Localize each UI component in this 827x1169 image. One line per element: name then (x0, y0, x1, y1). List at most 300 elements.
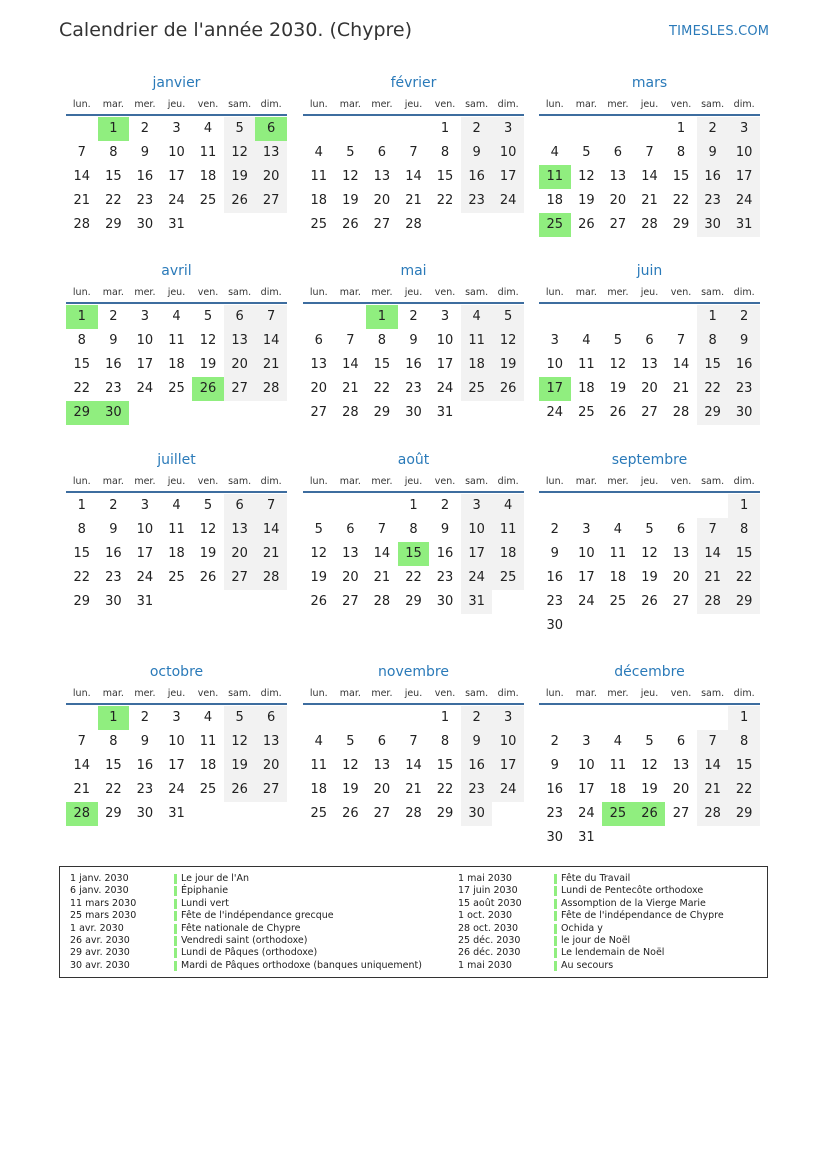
day-cell: 29 (672, 217, 690, 232)
day-cell: 26 (199, 570, 217, 585)
day-cell: 11 (199, 734, 217, 749)
day-cell: 19 (641, 782, 658, 797)
empty-day-cell (335, 117, 367, 141)
day-cell: 12 (224, 141, 256, 165)
empty-day-cell (665, 494, 697, 518)
day-cell: 27 (255, 778, 287, 802)
week-row (539, 305, 760, 329)
holiday-name: Le lendemain de Noël (554, 947, 724, 959)
weekday-label: jeu. (404, 99, 423, 110)
week-row (303, 778, 524, 802)
day-cell: 28 (255, 377, 287, 401)
day-cell: 22 (73, 381, 91, 396)
day-cell: 11 (199, 145, 217, 160)
day-cell: 16 (546, 570, 564, 585)
week-row (66, 189, 287, 213)
day-cell: 7 (697, 730, 729, 754)
day-cell: 31 (578, 830, 595, 845)
weekday-label: jeu. (167, 287, 186, 298)
day-cell: 9 (550, 546, 559, 561)
day-cell: 4 (550, 145, 559, 160)
day-cell: 21 (255, 353, 287, 377)
day-cell: 24 (546, 405, 564, 420)
day-cell: 13 (342, 546, 359, 561)
week-row (539, 706, 760, 730)
day-cell: 18 (578, 381, 595, 396)
weekday-label: dim. (497, 476, 519, 487)
month-name: avril (161, 263, 192, 279)
week-row (303, 165, 524, 189)
empty-day-cell (192, 802, 224, 826)
day-cell: 22 (672, 193, 690, 208)
day-cell: 24 (136, 381, 154, 396)
weekday-label: mer. (371, 688, 393, 699)
day-cell: 5 (346, 145, 355, 160)
empty-day-cell (461, 213, 493, 237)
day-cell: 8 (77, 333, 86, 348)
day-cell: 14 (697, 754, 729, 778)
day-cell: 19 (199, 546, 217, 561)
day-cell: 5 (203, 309, 213, 324)
day-cell: 2 (728, 305, 760, 329)
day-cell: 23 (546, 594, 564, 609)
holiday-day-cell: 28 (66, 802, 98, 826)
holiday-day-cell: 29 (66, 401, 98, 425)
day-cell: 15 (373, 357, 391, 372)
weekday-label: ven. (434, 287, 456, 298)
day-cell: 25 (199, 782, 217, 797)
week-row (66, 329, 287, 353)
day-cell: 13 (255, 730, 287, 754)
empty-day-cell (192, 590, 224, 614)
holiday-date: 11 mars 2030 (70, 897, 137, 909)
day-cell: 17 (136, 546, 154, 561)
day-cell: 16 (697, 165, 729, 189)
week-row (66, 141, 287, 165)
day-cell: 13 (373, 758, 391, 773)
day-cell: 20 (224, 542, 256, 566)
day-cell: 13 (310, 357, 328, 372)
empty-day-cell (255, 401, 287, 425)
day-cell: 16 (461, 165, 493, 189)
holiday-date: 1 mai 2030 (458, 873, 512, 884)
day-cell: 17 (168, 169, 185, 184)
empty-day-cell (665, 706, 697, 730)
site-logo-link[interactable]: TIMESLES.COM (669, 24, 770, 39)
empty-day-cell (398, 117, 430, 141)
day-cell: 16 (436, 546, 454, 561)
day-cell: 18 (168, 357, 185, 372)
day-cell: 11 (168, 333, 185, 348)
day-cell: 8 (728, 730, 760, 754)
weekday-label: mer. (607, 688, 629, 699)
day-cell: 29 (728, 590, 760, 614)
week-row (66, 117, 287, 141)
day-cell: 23 (461, 778, 493, 802)
day-cell: 26 (310, 594, 328, 609)
empty-day-cell (429, 213, 461, 237)
holiday-day-cell: 1 (98, 706, 130, 730)
day-cell: 9 (440, 522, 450, 537)
weekday-label: ven. (197, 688, 219, 699)
weekday-label: mar. (339, 99, 361, 110)
day-cell: 15 (697, 353, 729, 377)
week-row (539, 329, 760, 353)
week-row (539, 754, 760, 778)
day-cell: 22 (105, 782, 122, 797)
empty-day-cell (665, 826, 697, 850)
day-cell: 4 (203, 121, 213, 136)
day-cell: 12 (492, 329, 524, 353)
month-name: mai (400, 263, 427, 279)
weekday-label: mar. (575, 476, 597, 487)
week-row (66, 353, 287, 377)
day-cell: 18 (199, 758, 217, 773)
week-row (303, 518, 524, 542)
month-block (303, 449, 524, 614)
holiday-day-cell: 6 (255, 117, 287, 141)
holiday-day-cell: 15 (398, 542, 430, 566)
day-cell: 4 (492, 494, 524, 518)
week-row (539, 614, 760, 638)
day-cell: 17 (728, 165, 760, 189)
week-row (539, 802, 760, 826)
weekday-label: sam. (701, 287, 725, 298)
day-cell: 2 (550, 734, 559, 749)
day-cell: 29 (405, 594, 422, 609)
holiday-day-cell: 1 (66, 305, 98, 329)
day-cell: 12 (199, 333, 217, 348)
day-cell: 1 (728, 706, 760, 730)
day-cell: 21 (73, 782, 91, 797)
day-cell: 6 (377, 734, 387, 749)
day-cell: 20 (373, 782, 391, 797)
weekday-label: dim. (733, 287, 755, 298)
day-cell: 27 (224, 377, 256, 401)
holiday-date: 28 oct. 2030 (458, 922, 519, 934)
day-cell: 16 (105, 546, 122, 561)
holiday-name: Lundi de Pâques (orthodoxe) (174, 947, 422, 959)
day-cell: 8 (697, 329, 729, 353)
weekday-header (539, 96, 760, 116)
day-cell: 18 (168, 546, 185, 561)
day-cell: 9 (409, 333, 418, 348)
day-cell: 6 (224, 494, 256, 518)
day-cell: 25 (578, 405, 595, 420)
week-row (303, 802, 524, 826)
weekday-label: mar. (575, 688, 597, 699)
empty-day-cell (602, 706, 634, 730)
empty-day-cell (366, 494, 398, 518)
day-cell: 10 (168, 734, 185, 749)
day-cell: 17 (136, 357, 154, 372)
week-row (66, 706, 287, 730)
day-cell: 22 (73, 570, 91, 585)
day-cell: 11 (461, 329, 493, 353)
holiday-names-col-2 (554, 873, 724, 972)
day-cell: 28 (672, 405, 690, 420)
day-cell: 8 (440, 145, 450, 160)
day-cell: 10 (136, 522, 154, 537)
day-cell: 3 (492, 117, 524, 141)
week-row (539, 730, 760, 754)
weekday-label: mer. (371, 99, 393, 110)
day-cell: 22 (373, 381, 391, 396)
day-cell: 30 (105, 594, 122, 609)
empty-day-cell (728, 614, 760, 638)
day-cell: 20 (373, 193, 391, 208)
weekday-header (539, 685, 760, 705)
day-cell: 27 (672, 594, 690, 609)
weekday-label: lun. (309, 287, 328, 298)
day-cell: 11 (492, 518, 524, 542)
week-row (539, 165, 760, 189)
day-cell: 3 (492, 706, 524, 730)
holiday-day-cell: 11 (539, 165, 571, 189)
day-cell: 15 (105, 169, 122, 184)
day-cell: 2 (461, 117, 493, 141)
day-cell: 4 (613, 734, 623, 749)
empty-day-cell (224, 213, 256, 237)
day-cell: 4 (314, 734, 323, 749)
empty-day-cell (303, 706, 335, 730)
month-block (539, 661, 760, 850)
day-cell: 26 (641, 594, 658, 609)
weekday-label: ven. (434, 476, 456, 487)
day-cell: 31 (461, 590, 493, 614)
empty-day-cell (539, 305, 571, 329)
week-row (539, 213, 760, 237)
empty-day-cell (66, 706, 98, 730)
week-row (303, 401, 524, 425)
empty-day-cell (665, 305, 697, 329)
weekday-label: dim. (260, 476, 282, 487)
day-cell: 4 (613, 522, 623, 537)
day-cell: 30 (136, 806, 154, 821)
empty-day-cell (161, 590, 193, 614)
day-cell: 9 (140, 734, 150, 749)
day-cell: 23 (461, 189, 493, 213)
day-cell: 18 (310, 782, 328, 797)
week-row (539, 353, 760, 377)
day-cell: 24 (168, 193, 185, 208)
weekday-header (303, 473, 524, 493)
weekday-label: sam. (465, 99, 489, 110)
day-cell: 2 (109, 498, 118, 513)
empty-day-cell (602, 826, 634, 850)
day-cell: 24 (436, 381, 454, 396)
week-row (66, 401, 287, 425)
day-cell: 18 (546, 193, 564, 208)
week-row (539, 377, 760, 401)
weekday-label: mer. (607, 99, 629, 110)
weekday-label: lun. (545, 476, 564, 487)
day-cell: 14 (405, 169, 422, 184)
empty-day-cell (255, 802, 287, 826)
day-cell: 30 (697, 213, 729, 237)
holiday-name: Mardi de Pâques orthodoxe (banques uniquement) (174, 960, 422, 972)
month-block (66, 72, 287, 237)
month-block (66, 449, 287, 614)
weekday-label: sam. (701, 476, 725, 487)
empty-day-cell (634, 614, 666, 638)
day-cell: 22 (728, 566, 760, 590)
weekday-label: dim. (497, 287, 519, 298)
empty-day-cell (255, 213, 287, 237)
week-row (539, 189, 760, 213)
week-row (66, 213, 287, 237)
day-cell: 21 (405, 782, 422, 797)
day-cell: 21 (405, 193, 422, 208)
day-cell: 1 (440, 121, 450, 136)
day-cell: 23 (105, 381, 122, 396)
week-row (66, 542, 287, 566)
empty-day-cell (129, 401, 161, 425)
month-block (539, 260, 760, 425)
day-cell: 10 (136, 333, 154, 348)
week-row (539, 401, 760, 425)
day-cell: 15 (73, 546, 91, 561)
day-cell: 14 (73, 758, 91, 773)
day-cell: 13 (255, 141, 287, 165)
month-name: octobre (149, 664, 204, 680)
weekday-label: jeu. (404, 476, 423, 487)
weekday-label: ven. (197, 99, 219, 110)
week-row (539, 518, 760, 542)
empty-day-cell (728, 826, 760, 850)
weekday-label: lun. (309, 99, 328, 110)
weekday-header (66, 685, 287, 705)
day-cell: 28 (342, 405, 359, 420)
holiday-name: Assomption de la Vierge Marie (554, 898, 724, 910)
day-cell: 6 (314, 333, 323, 348)
day-cell: 28 (255, 566, 287, 590)
day-cell: 5 (203, 498, 213, 513)
day-cell: 17 (436, 357, 454, 372)
week-row (66, 590, 287, 614)
empty-day-cell (192, 401, 224, 425)
day-cell: 22 (436, 782, 454, 797)
day-cell: 24 (578, 594, 595, 609)
day-cell: 3 (728, 117, 760, 141)
empty-day-cell (366, 117, 398, 141)
day-cell: 9 (461, 730, 493, 754)
empty-day-cell (366, 706, 398, 730)
empty-day-cell (697, 706, 729, 730)
weekday-label: sam. (228, 287, 252, 298)
day-cell: 11 (168, 522, 185, 537)
day-cell: 31 (728, 213, 760, 237)
day-cell: 29 (105, 217, 122, 232)
day-cell: 2 (140, 121, 150, 136)
day-cell: 30 (728, 401, 760, 425)
day-cell: 13 (672, 546, 690, 561)
day-cell: 2 (140, 710, 150, 725)
day-cell: 17 (578, 782, 595, 797)
day-cell: 14 (342, 357, 359, 372)
week-row (66, 518, 287, 542)
day-cell: 13 (224, 518, 256, 542)
day-cell: 9 (697, 141, 729, 165)
day-cell: 19 (310, 570, 328, 585)
day-cell: 5 (346, 734, 355, 749)
day-cell: 18 (492, 542, 524, 566)
holiday-date: 1 avr. 2030 (70, 922, 124, 934)
day-cell: 15 (436, 758, 454, 773)
day-cell: 15 (728, 754, 760, 778)
day-cell: 1 (409, 498, 418, 513)
weekday-label: sam. (228, 476, 252, 487)
empty-day-cell (492, 213, 524, 237)
day-cell: 9 (109, 522, 118, 537)
day-cell: 11 (609, 758, 627, 773)
holiday-legend (59, 866, 768, 978)
empty-day-cell (303, 117, 335, 141)
month-name: novembre (378, 664, 449, 680)
day-cell: 7 (77, 145, 86, 160)
weekday-label: mar. (102, 99, 124, 110)
day-cell: 16 (405, 357, 422, 372)
day-cell: 15 (436, 169, 454, 184)
empty-day-cell (602, 614, 634, 638)
day-cell: 23 (105, 570, 122, 585)
week-row (303, 566, 524, 590)
holiday-day-cell: 30 (98, 401, 130, 425)
weekday-label: mer. (371, 476, 393, 487)
day-cell: 19 (342, 193, 359, 208)
empty-day-cell (539, 706, 571, 730)
weekday-label: jeu. (404, 688, 423, 699)
day-cell: 28 (697, 802, 729, 826)
day-cell: 25 (310, 217, 328, 232)
weekday-header (303, 685, 524, 705)
empty-day-cell (335, 706, 367, 730)
day-cell: 23 (697, 189, 729, 213)
day-cell: 14 (373, 546, 391, 561)
day-cell: 2 (461, 706, 493, 730)
empty-day-cell (634, 826, 666, 850)
day-cell: 3 (582, 734, 591, 749)
day-cell: 3 (582, 522, 591, 537)
day-cell: 27 (224, 566, 256, 590)
day-cell: 16 (461, 754, 493, 778)
day-cell: 24 (136, 570, 154, 585)
day-cell: 10 (728, 141, 760, 165)
weekday-label: lun. (72, 99, 91, 110)
day-cell: 14 (641, 169, 658, 184)
week-row (303, 754, 524, 778)
holiday-date: 25 déc. 2030 (458, 934, 521, 946)
day-cell: 7 (645, 145, 654, 160)
week-row (66, 730, 287, 754)
day-cell: 26 (224, 778, 256, 802)
day-cell: 20 (342, 570, 359, 585)
weekday-label: sam. (465, 476, 489, 487)
day-cell: 11 (310, 758, 328, 773)
day-cell: 12 (342, 169, 359, 184)
month-name: janvier (152, 75, 201, 91)
day-cell: 5 (224, 706, 256, 730)
empty-day-cell (602, 117, 634, 141)
day-cell: 20 (672, 782, 690, 797)
day-cell: 20 (255, 754, 287, 778)
holiday-name: Lundi vert (174, 898, 422, 910)
empty-day-cell (398, 706, 430, 730)
day-cell: 17 (168, 758, 185, 773)
empty-day-cell (255, 590, 287, 614)
day-cell: 5 (613, 333, 623, 348)
day-cell: 7 (346, 333, 355, 348)
